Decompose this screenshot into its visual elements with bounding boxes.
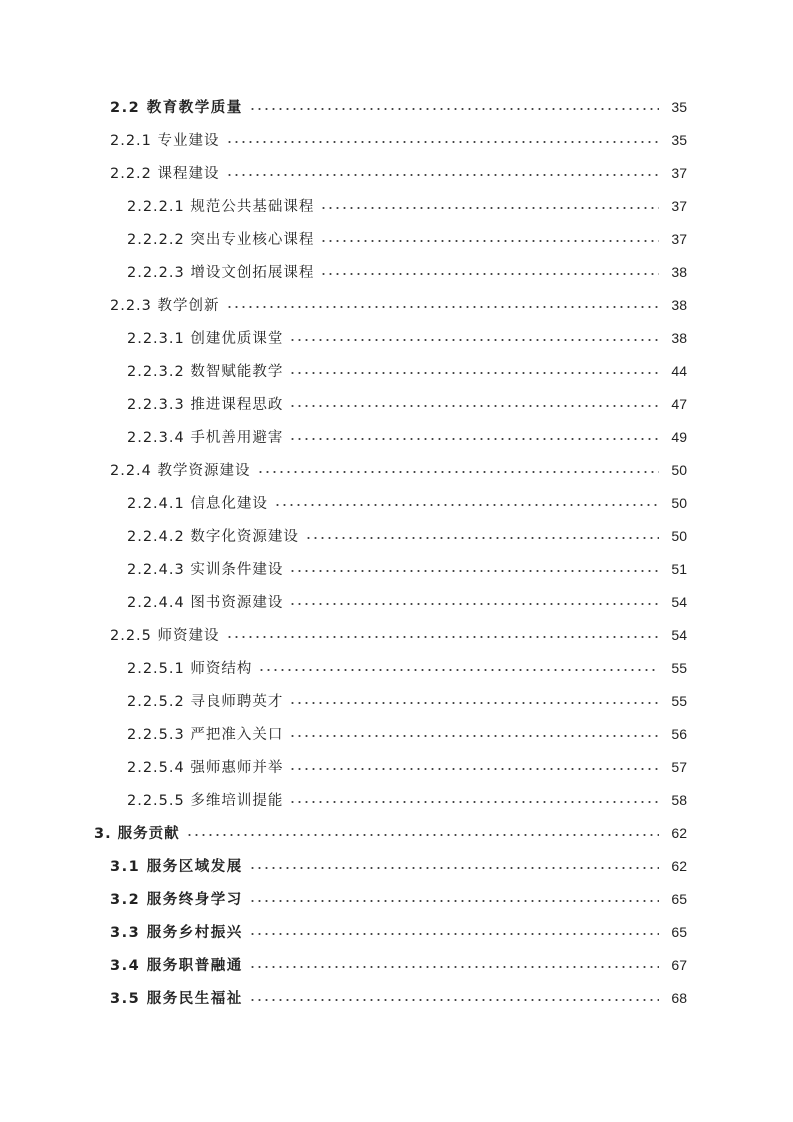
toc-entry-label: 2.2 教育教学质量: [110, 100, 243, 116]
toc-page-number: 50: [671, 494, 687, 511]
toc-entry[interactable]: [0, 222, 793, 255]
dot-leader: [289, 729, 659, 743]
toc-page-number: 35: [671, 98, 687, 115]
dot-leader: [289, 762, 659, 776]
toc-page-number: 50: [671, 461, 687, 478]
toc-entry-label: 2.2.5.3 严把准入关口: [127, 727, 284, 743]
toc-entry[interactable]: [0, 717, 793, 750]
dot-leader: [320, 234, 659, 248]
toc-page-number: 65: [671, 923, 687, 940]
toc-entry-label: 2.2.4.4 图书资源建设: [127, 595, 284, 611]
toc-entry-label: 3.1 服务区域发展: [110, 859, 243, 875]
toc-entry[interactable]: [0, 948, 793, 981]
toc-page-number: 55: [671, 659, 687, 676]
dot-leader: [249, 894, 659, 908]
toc-entry[interactable]: [0, 585, 793, 618]
toc-page-number: 50: [671, 527, 687, 544]
toc-entry-label: 2.2.3 教学创新: [110, 298, 220, 314]
toc-entry[interactable]: [0, 354, 793, 387]
toc-page-number: 37: [671, 164, 687, 181]
toc-page-number: 55: [671, 692, 687, 709]
toc-page-number: 62: [671, 824, 687, 841]
toc-entry[interactable]: [0, 189, 793, 222]
dot-leader: [226, 630, 659, 644]
toc-entry-label: 2.2.5.1 师资结构: [127, 661, 253, 677]
toc-entry-label: 2.2.4.1 信息化建设: [127, 496, 268, 512]
toc-page-number: 54: [671, 626, 687, 643]
dot-leader: [289, 432, 659, 446]
toc-entry[interactable]: [0, 90, 793, 123]
toc-entry[interactable]: [0, 783, 793, 816]
dot-leader: [289, 795, 659, 809]
dot-leader: [257, 465, 659, 479]
toc-entry[interactable]: [0, 519, 793, 552]
toc-page-number: 35: [671, 131, 687, 148]
toc-entry-label: 2.2.1 专业建设: [110, 133, 220, 149]
toc-entry-label: 2.2.4.2 数字化资源建设: [127, 529, 299, 545]
toc-page-number: 65: [671, 890, 687, 907]
toc-page-number: 47: [671, 395, 687, 412]
table-of-contents: [0, 90, 793, 1014]
toc-entry-label: 2.2.5.2 寻良师聘英才: [127, 694, 284, 710]
toc-entry[interactable]: [0, 816, 793, 849]
toc-entry[interactable]: [0, 849, 793, 882]
toc-entry[interactable]: [0, 453, 793, 486]
dot-leader: [249, 102, 659, 116]
toc-entry-label: 2.2.5 师资建设: [110, 628, 220, 644]
toc-page-number: 54: [671, 593, 687, 610]
toc-entry[interactable]: [0, 552, 793, 585]
toc-page-number: 49: [671, 428, 687, 445]
dot-leader: [274, 498, 659, 512]
toc-entry-label: 2.2.4.3 实训条件建设: [127, 562, 284, 578]
toc-entry-label: 3. 服务贡献: [94, 826, 180, 842]
toc-entry-label: 3.5 服务民生福祉: [110, 991, 243, 1007]
toc-page-number: 68: [671, 989, 687, 1006]
toc-entry-label: 2.2.5.5 多维培训提能: [127, 793, 284, 809]
dot-leader: [289, 696, 659, 710]
toc-entry[interactable]: [0, 618, 793, 651]
toc-entry[interactable]: [0, 321, 793, 354]
dot-leader: [226, 300, 659, 314]
dot-leader: [289, 597, 659, 611]
toc-entry-label: 2.2.4 教学资源建设: [110, 463, 251, 479]
toc-entry-label: 3.4 服务职普融通: [110, 958, 243, 974]
dot-leader: [258, 663, 659, 677]
toc-entry[interactable]: [0, 123, 793, 156]
toc-entry[interactable]: [0, 915, 793, 948]
toc-page-number: 37: [671, 197, 687, 214]
toc-entry[interactable]: [0, 288, 793, 321]
toc-page-number: 58: [671, 791, 687, 808]
dot-leader: [289, 564, 659, 578]
toc-entry[interactable]: [0, 156, 793, 189]
toc-entry-label: 3.3 服务乡村振兴: [110, 925, 243, 941]
toc-page-number: 38: [671, 263, 687, 280]
toc-entry[interactable]: [0, 882, 793, 915]
toc-entry-label: 2.2.2.1 规范公共基础课程: [127, 199, 315, 215]
dot-leader: [249, 861, 659, 875]
toc-entry-label: 2.2.2.2 突出专业核心课程: [127, 232, 315, 248]
toc-entry-label: 3.2 服务终身学习: [110, 892, 243, 908]
dot-leader: [249, 993, 659, 1007]
toc-entry[interactable]: [0, 486, 793, 519]
toc-entry-label: 2.2.3.4 手机善用避害: [127, 430, 284, 446]
toc-entry[interactable]: [0, 651, 793, 684]
dot-leader: [249, 960, 659, 974]
toc-entry-label: 2.2.3.2 数智赋能教学: [127, 364, 284, 380]
dot-leader: [289, 333, 659, 347]
toc-entry[interactable]: [0, 684, 793, 717]
dot-leader: [186, 828, 659, 842]
toc-page-number: 44: [671, 362, 687, 379]
toc-page-number: 67: [671, 956, 687, 973]
toc-entry-label: 2.2.2.3 增设文创拓展课程: [127, 265, 315, 281]
toc-page-number: 38: [671, 329, 687, 346]
toc-entry[interactable]: [0, 750, 793, 783]
toc-page-number: 51: [671, 560, 687, 577]
toc-page-number: 62: [671, 857, 687, 874]
toc-page-number: 56: [671, 725, 687, 742]
toc-entry-label: 2.2.5.4 强师惠师并举: [127, 760, 284, 776]
dot-leader: [289, 366, 659, 380]
toc-entry[interactable]: [0, 420, 793, 453]
toc-entry[interactable]: [0, 255, 793, 288]
dot-leader: [305, 531, 659, 545]
toc-page-number: 57: [671, 758, 687, 775]
toc-entry-label: 2.2.3.3 推进课程思政: [127, 397, 284, 413]
dot-leader: [320, 267, 659, 281]
dot-leader: [226, 168, 659, 182]
toc-entry-label: 2.2.3.1 创建优质课堂: [127, 331, 284, 347]
toc-entry[interactable]: [0, 981, 793, 1014]
toc-page-number: 37: [671, 230, 687, 247]
dot-leader: [249, 927, 659, 941]
toc-entry[interactable]: [0, 387, 793, 420]
dot-leader: [289, 399, 659, 413]
toc-entry-label: 2.2.2 课程建设: [110, 166, 220, 182]
dot-leader: [226, 135, 659, 149]
toc-page-number: 38: [671, 296, 687, 313]
dot-leader: [320, 201, 659, 215]
